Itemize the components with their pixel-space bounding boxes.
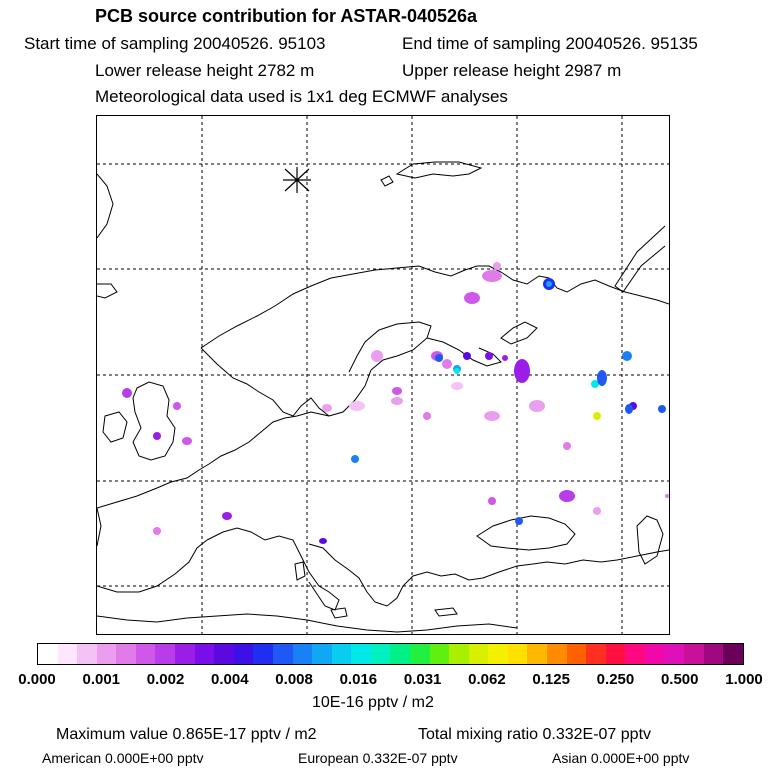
concentration-patch	[559, 490, 575, 502]
colorbar-segment	[116, 644, 136, 664]
colorbar-tick-label: 0.004	[211, 671, 249, 688]
colorbar-units: 10E-16 pptv / m2	[312, 694, 434, 711]
concentration-patch	[593, 412, 601, 420]
colorbar-segment	[508, 644, 528, 664]
colorbar-segment	[723, 644, 743, 664]
concentration-patch	[351, 455, 359, 463]
concentration-patch	[435, 354, 443, 362]
concentration-patch	[493, 262, 501, 270]
concentration-patch	[484, 411, 500, 421]
colorbar-segment	[684, 644, 704, 664]
max-value-label: Maximum value 0.865E-17 pptv / m2	[56, 726, 317, 743]
colorbar-segment	[136, 644, 156, 664]
concentration-field	[122, 262, 669, 544]
concentration-patch	[442, 359, 452, 369]
concentration-patch	[182, 437, 192, 445]
colorbar-tick-label: 0.031	[403, 671, 442, 688]
colorbar-segment	[547, 644, 567, 664]
concentration-patch	[319, 538, 327, 544]
colorbar-tick-label: 0.008	[275, 671, 313, 688]
lat-lon-grid	[97, 116, 669, 634]
colorbar-segment	[665, 644, 685, 664]
concentration-patch	[658, 405, 666, 413]
concentration-patch	[563, 442, 571, 450]
map-title: PCB source contribution for ASTAR-040526a	[95, 6, 478, 26]
concentration-patch	[622, 351, 632, 361]
colorbar-segment	[371, 644, 391, 664]
concentration-patch	[597, 370, 607, 386]
colorbar-segment	[175, 644, 195, 664]
colorbar-tick-label: 0.016	[339, 671, 378, 688]
concentration-patch	[391, 397, 403, 405]
colorbar-segment	[390, 644, 410, 664]
colorbar-segment	[449, 644, 469, 664]
colorbar-segment	[332, 644, 352, 664]
concentration-patch	[482, 270, 502, 282]
concentration-patch	[222, 512, 232, 520]
colorbar-segment	[469, 644, 489, 664]
concentration-patch	[454, 368, 460, 374]
american-label: American 0.000E+00 pptv	[42, 750, 204, 766]
colorbar-segment	[586, 644, 606, 664]
colorbar-segment	[704, 644, 724, 664]
colorbar-segment	[155, 644, 175, 664]
colorbar-tick-label: 0.002	[146, 671, 185, 688]
colorbar-segment	[606, 644, 626, 664]
colorbar-segment	[77, 644, 97, 664]
concentration-patch	[665, 494, 669, 498]
colorbar-tick-label: 0.062	[468, 671, 506, 688]
asian-label: Asian 0.000E+00 pptv	[552, 750, 690, 766]
concentration-patch	[423, 412, 431, 420]
concentration-patch	[485, 352, 493, 360]
colorbar-segment	[97, 644, 117, 664]
end-time-label: End time of sampling 20040526. 95135	[402, 34, 698, 53]
colorbar-segment	[567, 644, 587, 664]
colorbar-segment	[488, 644, 508, 664]
colorbar-segment	[312, 644, 332, 664]
colorbar-segment	[195, 644, 215, 664]
colorbar-tick-label: 0.125	[532, 671, 570, 688]
colorbar-segment	[527, 644, 547, 664]
colorbar-tick-label: 0.500	[660, 671, 699, 688]
concentration-patch	[153, 432, 161, 440]
colorbar-segment	[58, 644, 78, 664]
colorbar-segment	[253, 644, 273, 664]
map-frame	[96, 115, 670, 635]
concentration-patch	[515, 517, 523, 525]
concentration-patch	[529, 400, 545, 412]
release-point-marker	[283, 167, 311, 193]
colorbar	[37, 643, 744, 665]
colorbar-tick-label: 1.000	[725, 671, 763, 688]
colorbar-segment	[234, 644, 254, 664]
colorbar-segment	[38, 644, 58, 664]
start-time-label: Start time of sampling 20040526. 95103	[24, 34, 326, 53]
europe-map	[97, 116, 669, 634]
concentration-patch	[349, 401, 365, 411]
total-mixing-label: Total mixing ratio 0.332E-07 pptv	[418, 726, 652, 743]
concentration-patch	[371, 350, 383, 362]
concentration-patch	[463, 352, 471, 360]
concentration-patch	[451, 382, 463, 390]
concentration-patch	[546, 281, 552, 287]
colorbar-segment	[430, 644, 450, 664]
concentration-patch	[514, 359, 530, 383]
concentration-patch	[122, 388, 132, 398]
concentration-patch	[488, 497, 496, 505]
european-label: European 0.332E-07 pptv	[298, 750, 458, 766]
colorbar-tick-label: 0.001	[82, 671, 121, 688]
colorbar-tick-label: 0.000	[18, 671, 56, 688]
concentration-patch	[464, 292, 480, 304]
concentration-patch	[322, 404, 332, 412]
concentration-patch	[502, 355, 508, 361]
colorbar-segment	[410, 644, 430, 664]
concentration-patch	[593, 507, 601, 515]
lower-height-label: Lower release height 2782 m	[95, 61, 315, 80]
colorbar-segment	[351, 644, 371, 664]
colorbar-segment	[214, 644, 234, 664]
upper-height-label: Upper release height 2987 m	[402, 61, 622, 80]
concentration-patch	[173, 402, 181, 410]
coastlines	[97, 162, 669, 632]
met-data-label: Meteorological data used is 1x1 deg ECMWF analyses	[95, 87, 508, 106]
concentration-patch	[153, 527, 161, 535]
colorbar-tick-label: 0.250	[596, 671, 635, 688]
colorbar-segment	[625, 644, 645, 664]
colorbar-segment	[273, 644, 293, 664]
colorbar-segment	[293, 644, 313, 664]
colorbar-segment	[645, 644, 665, 664]
concentration-patch	[392, 387, 402, 395]
concentration-patch	[625, 404, 633, 414]
